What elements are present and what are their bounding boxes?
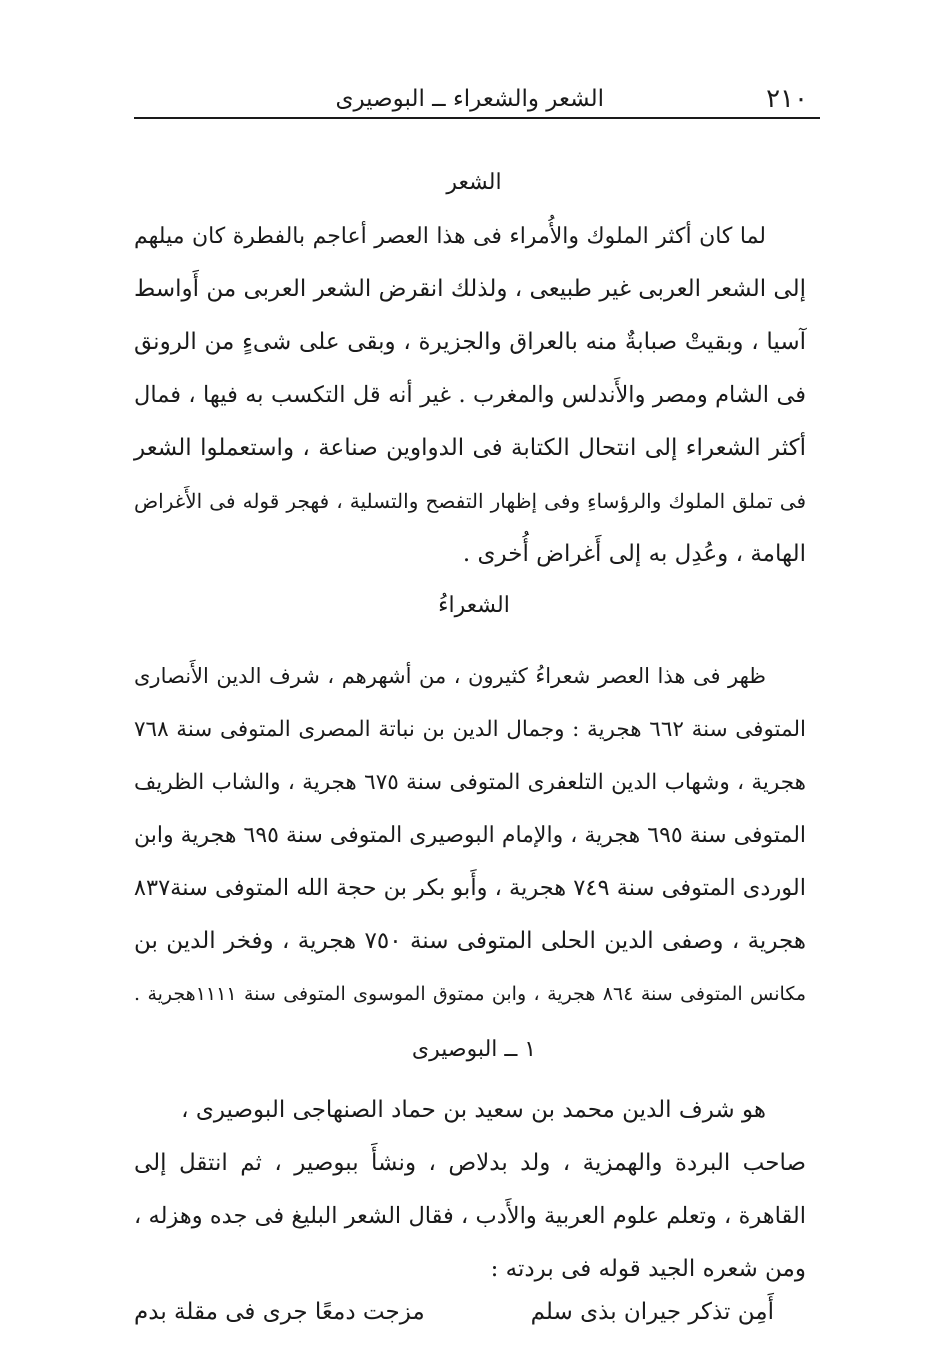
- running-title: الشعر والشعراء ــ البوصيرى: [335, 86, 604, 112]
- paragraph-line: الهامة ، وعُدِل به إلى أَغراض أُخرى .: [462, 541, 806, 567]
- paragraph-line: صاحب البردة والهمزية ، ولد بدلاص ، ونشأَ ببوصير ، ثم انتقل إلى: [134, 1150, 806, 1176]
- paragraph-line: الوردى المتوفى سنة ٧٤٩ هجرية ، وأَبو بكر بن حجة الله المتوفى سنة٨٣٧: [133, 875, 806, 901]
- paragraph-line: هجرية ، وصفى الدين الحلى المتوفى سنة ٧٥٠ هجرية ، وفخر الدين بن: [134, 928, 807, 954]
- paragraph-poetry: [134, 210, 806, 581]
- paragraph-line: هجرية ، وشهاب الدين التلعفرى المتوفى سنة ٦٧٥ هجرية ، والشاب الظريف: [134, 770, 806, 795]
- paragraph-line: لما كان أكثر الملوك والأُمراء فى هذا العصر أعاجم بالفطرة كان ميلهم: [134, 224, 766, 249]
- paragraph-poets: [134, 650, 806, 1021]
- poem-verse: [134, 1287, 774, 1337]
- section-heading-poets: الشعراءُ: [438, 593, 510, 618]
- paragraph-line: فى تملق الملوك والرؤساءِ وفى إظهار التفصح والتسلية ، فهجر قوله فى الأَغراض: [134, 489, 806, 513]
- section-heading-poetry: الشعر: [446, 170, 502, 195]
- paragraph-line: مكانس المتوفى سنة ٨٦٤ هجرية ، وابن ممتوق الموسوى المتوفى سنة ١١١١هجرية .: [134, 983, 806, 1005]
- paragraph-line: هو شرف الدين محمد بن سعيد بن حماد الصنهاجى البوصيرى ،: [181, 1097, 766, 1123]
- paragraph-line: أكثر الشعراء إلى انتحال الكتابة فى الدواوين صناعة ، واستعملوا الشعر: [134, 435, 806, 461]
- paragraph-line: المتوفى سنة ٦٩٥ هجرية ، والإمام البوصيرى المتوفى سنة ٦٩٥ هجرية وابن: [134, 823, 807, 848]
- paragraph-busiri: [134, 1084, 806, 1296]
- page-header: [134, 82, 814, 116]
- page-number: ٢١٠: [766, 84, 808, 114]
- paragraph-line: المتوفى سنة ٦٦٢ هجرية : وجمال الدين بن نباتة المصرى المتوفى سنة ٧٦٨: [134, 717, 806, 742]
- paragraph-line: ومن شعره الجيد قوله فى بردته :: [490, 1256, 806, 1282]
- paragraph-line: آسيا ، وبقيتْ صبابةٌ منه بالعراق والجزيرة ، وبقى على شىءٍ من الرونق: [134, 329, 806, 355]
- paragraph-line: القاهرة ، وتعلم علوم العربية والأَدب ، فقال الشعر البليغ فى جده وهزله ،: [134, 1203, 806, 1229]
- paragraph-line: ظهر فى هذا العصر شعراءُ كثيرون ، من أشهرهم ، شرف الدين الأَنصارى: [134, 664, 766, 688]
- section-heading-busiri: ١ ــ البوصيرى: [411, 1037, 537, 1062]
- paragraph-line: فى الشام ومصر والأَندلس والمغرب . غير أنه قل التكسب به فيها ، فمال: [134, 382, 806, 408]
- paragraph-line: إلى الشعر العربى غير طبيعى ، ولذلك انقرض الشعر العربى من أَواسط: [134, 276, 806, 302]
- header-rule: [134, 117, 820, 119]
- verse-first-hemistich: أَمِن تذكر جيران بذى سلم: [530, 1299, 774, 1325]
- verse-second-hemistich: مزجت دمعًا جرى فى مقلة بدم: [134, 1299, 425, 1325]
